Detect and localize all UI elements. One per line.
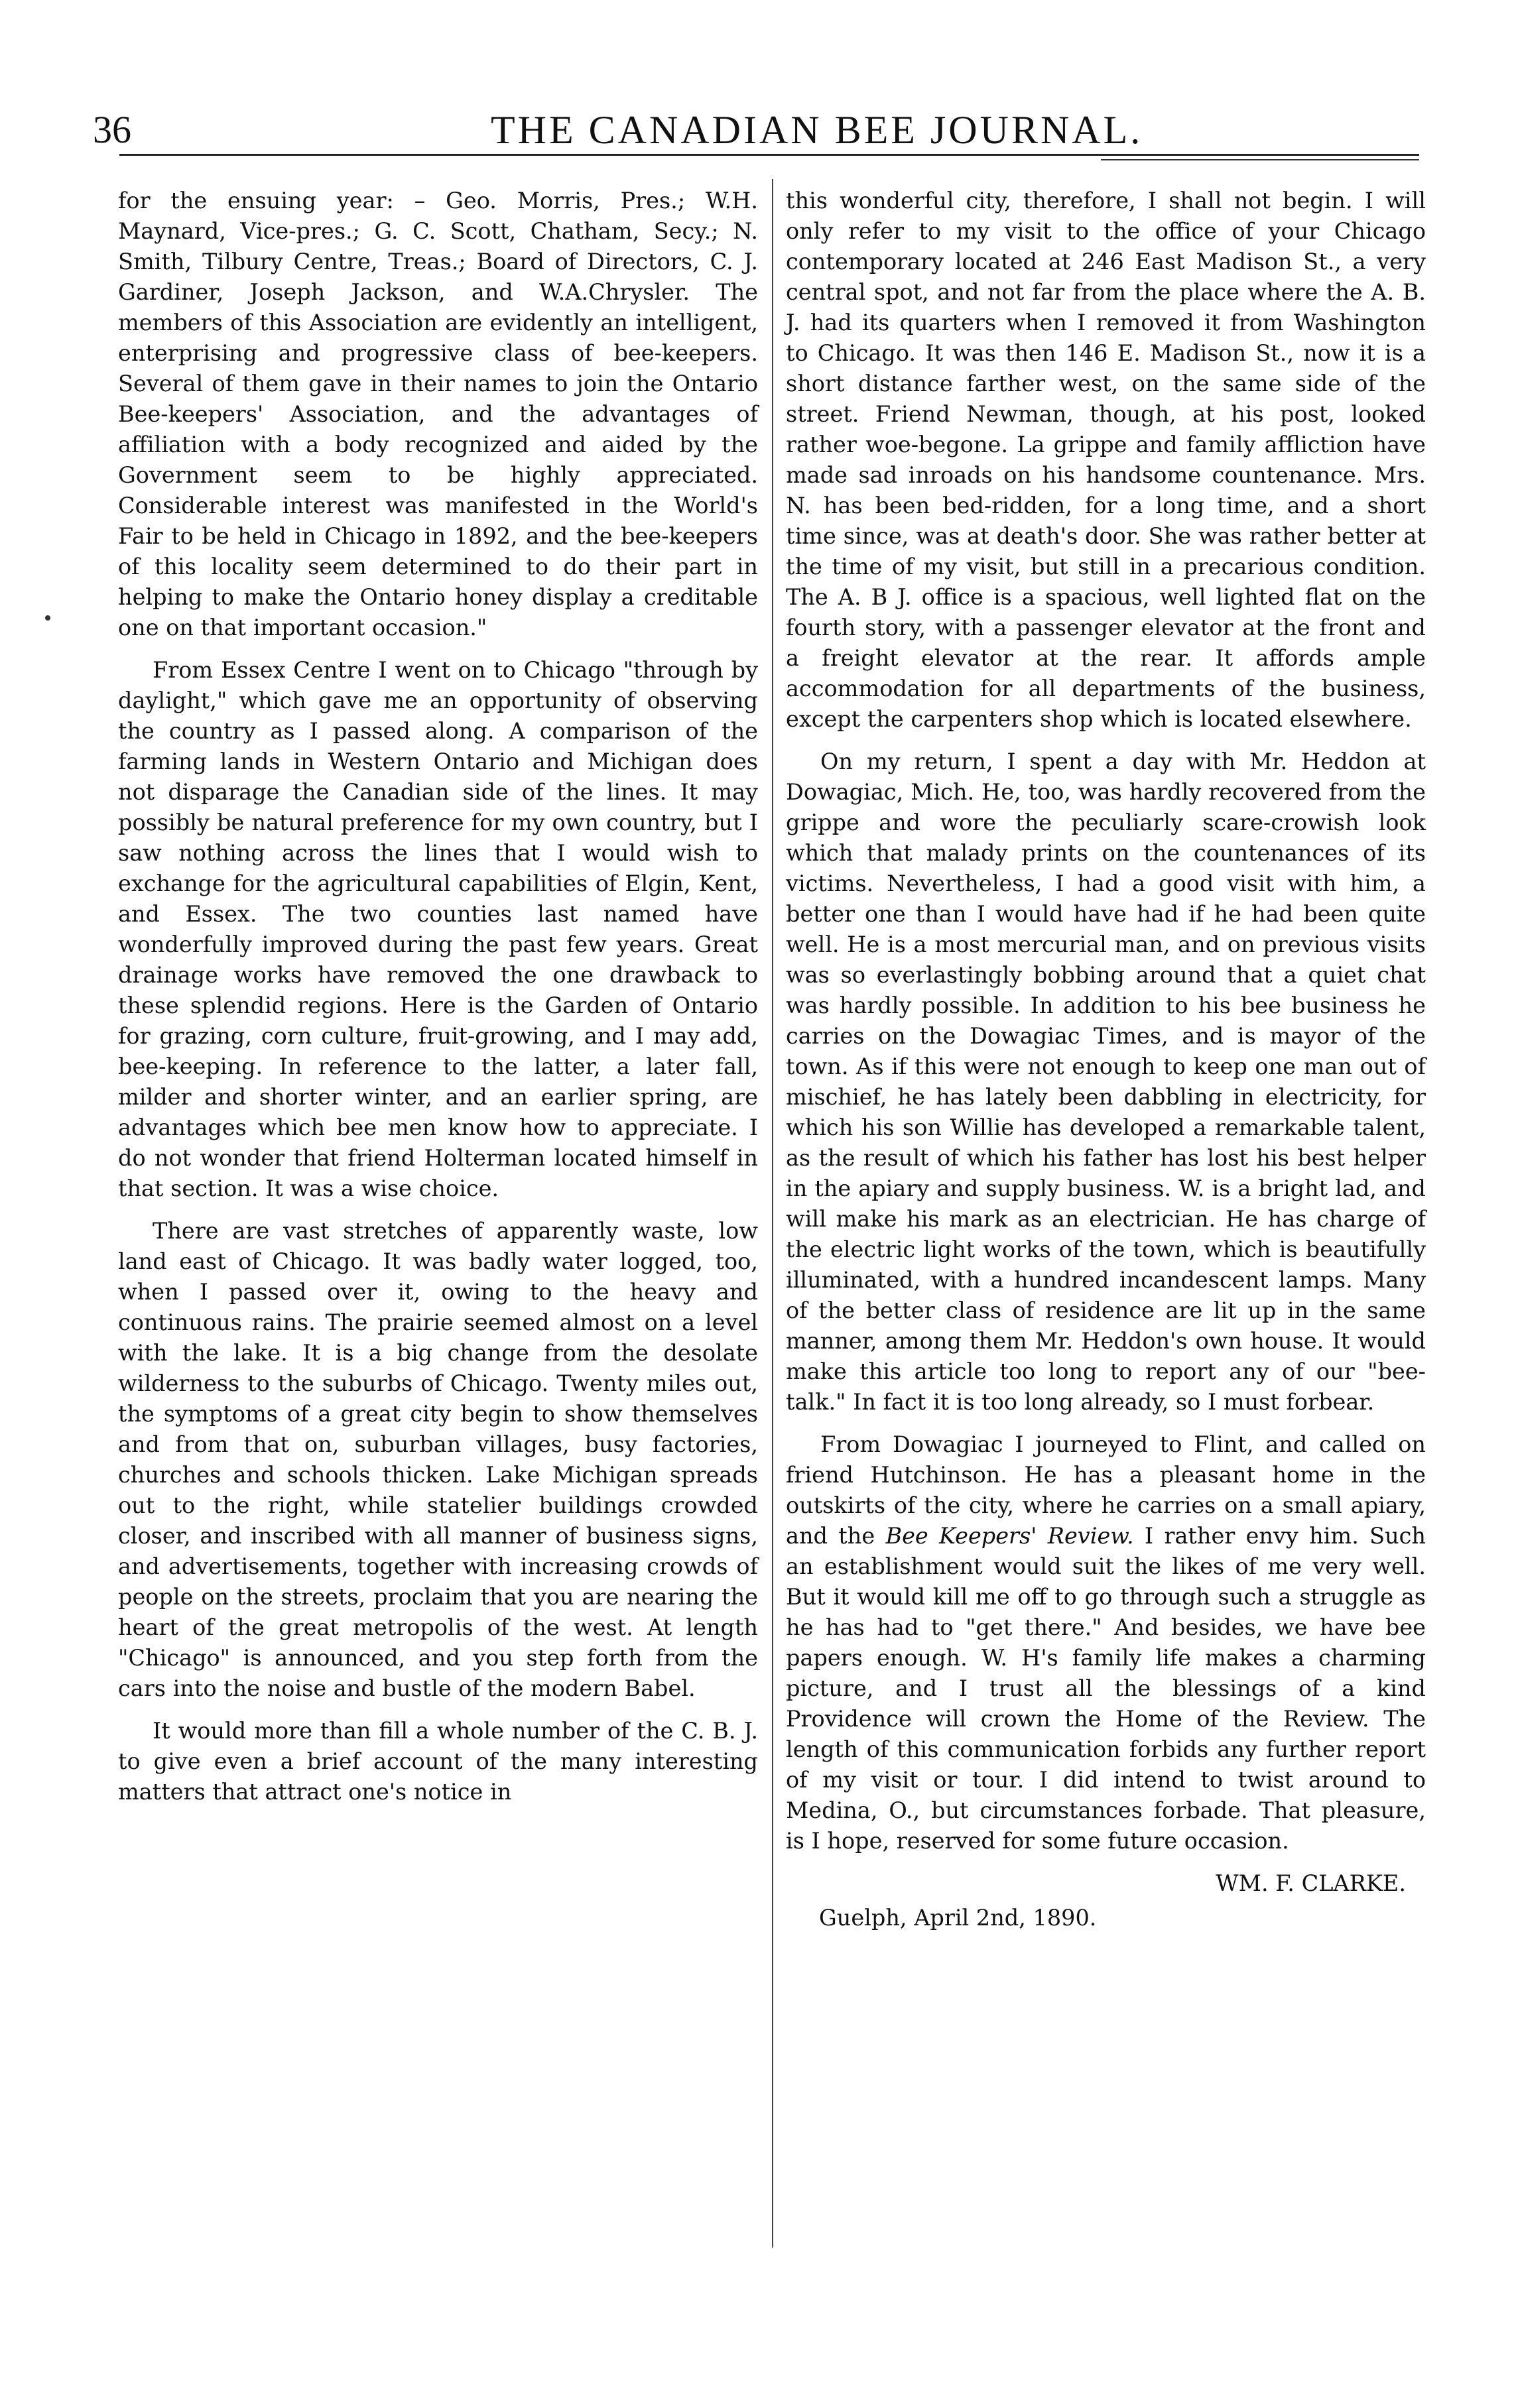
- left-paragraph-4: It would more than fill a whole number of the C. B. J. to give even a brief account of the many interesting matters that attract one's notice in: [118, 1718, 758, 1805]
- right-paragraph-3-cont: I rather envy him. Such an establishment would suit the likes of me very well. But it would kill me off to go through such a struggle as he has had to "get there." And besides, we have bee papers enough. W. H's family life makes a charming picture, and I trust all the blessings of a kind Providence will crown the Home of the Review. The length of this communication forbids any further report of my visit or tour. I did intend to twist around to Medina, O., but circumstances forbade. That pleasure, is I hope, reserved for some future occasion.: [786, 1523, 1426, 1854]
- review-title: Bee Keepers' Review.: [885, 1523, 1134, 1549]
- right-column: [786, 186, 1426, 1933]
- right-paragraph-2: On my return, I spent a day with Mr. Heddon at Dowagiac, Mich. He, too, was hardly recovered from the grippe and wore the peculiarly scare-crowish look which that malady prints on the countenances of its victims. Nevertheless, I had a good visit with him, a better one than I would have had if he had been quite well. He is a most mercurial man, and on previous visits was so everlastingly bobbing around that a quiet chat was hardly possible. In addition to his bee business he carries on the Dowagiac Times, and is mayor of the town. As if this were not enough to keep one man out of mischief, he has lately been dabbling in electricity, for which his son Willie has developed a remarkable talent, as the result of which his father has lost his best helper in the apiary and supply business. W. is a bright lad, and will make his mark as an electrician. He has charge of the electric light works of the town, which is beautifully illuminated, with a hundred incandescent lamps. Many of the better class of residence are lit up in the same manner, among them Mr. Heddon's own house. It would make this article too long to report any of our "bee-talk." In fact it is too long already, so I must forbear.: [786, 749, 1426, 1415]
- journal-title: THE CANADIAN BEE JOURNAL.: [491, 108, 1143, 152]
- header-rule: [119, 154, 1419, 156]
- column-divider: [772, 179, 773, 2248]
- left-paragraph-2: From Essex Centre I went on to Chicago "through by daylight," which gave me an opportunity of observing the country as I passed along. A comparison of the farming lands in Western Ontario and Michigan does not disparage the Canadian side of the lines. It may possibly be natural preference for my own country, but I saw nothing across the lines that I would wish to exchange for the agricultural capabilities of Elgin, Kent, and Essex. The two counties last named have wonderfully improved during the past few years. Great drainage works have removed the one drawback to these splendid regions. Here is the Garden of Ontario for grazing, corn culture, fruit-growing, and I may add, bee-keeping. In reference to the latter, a later fall, milder and shorter winter, and an earlier spring, are advantages which bee men know how to appreciate. I do not wonder that friend Holterman located himself in that section. It was a wise choice.: [118, 657, 758, 1201]
- author-signature: WM. F. CLARKE.: [1216, 1870, 1406, 1896]
- left-paragraph-3: There are vast stretches of apparently waste, low land east of Chicago. It was badly water logged, too, when I passed over it, owing to the heavy and continuous rains. The prairie seemed almost on a level with the lake. It is a big change from the desolate wilderness to the suburbs of Chicago. Twenty miles out, the symptoms of a great city begin to show themselves and from that on, suburban villages, busy factories, churches and schools thicken. Lake Michigan spreads out to the right, while statelier buildings crowded closer, and inscribed with all manner of business signs, and advertisements, together with increasing crowds of people on the streets, proclaim that you are nearing the heart of the great metropolis of the west. At length "Chicago" is announced, and you step forth from the cars into the noise and bustle of the modern Babel.: [118, 1218, 758, 1701]
- dateline: Guelph, April 2nd, 1890.: [819, 1905, 1097, 1931]
- left-paragraph-1: for the ensuing year: – Geo. Morris, Pres.; W.H. Maynard, Vice-pres.; G. C. Scott, Chatham, Secy.; N. Smith, Tilbury Centre, Treas.; Board of Directors, C. J. Gardiner, Joseph Jackson, and W.A.Chrysler. The members of this Association are evidently an intelligent, enterprising and progressive class of bee-keepers. Several of them gave in their names to join the Ontario Bee-keepers' Association, and the advantages of affiliation with a body recognized and aided by the Government seem to be highly appreciated. Considerable interest was manifested in the World's Fair to be held in Chicago in 1892, and the bee-keepers of this locality seem determined to do their part in helping to make the Ontario honey display a creditable one on that important occasion.": [118, 188, 758, 640]
- left-column: [118, 186, 758, 1819]
- page-header: [86, 106, 1426, 159]
- right-paragraph-3-text: From Dowagiac I journeyed to Flint, and called on friend Hutchinson. He has a pleasant home in the outskirts of the city, where he carries on a small apiary, and the: [786, 1431, 1426, 1549]
- right-paragraph-3: [786, 1429, 1426, 1856]
- page-number: 36: [93, 108, 131, 151]
- header-rule-secondary: [1101, 159, 1419, 160]
- right-paragraph-1: this wonderful city, therefore, I shall not begin. I will only refer to my visit to the office of your Chicago contemporary located at 246 East Madison St., a very central spot, and not far from the place where the A. B. J. had its quarters when I removed it from Washington to Chicago. It was then 146 E. Madison St., now it is a short distance farther west, on the same side of the street. Friend Newman, though, at his post, looked rather woe-begone. La grippe and family affliction have made sad inroads on his handsome countenance. Mrs. N. has been bed-ridden, for a long time, and a short time since, was at death's door. She was rather better at the time of my visit, but still in a precarious condition. The A. B J. office is a spacious, well lighted flat on the fourth story, with a passenger elevator at the front and a freight elevator at the rear. It affords ample accommodation for all departments of the business, except the carpenters shop which is located elsewhere.: [786, 188, 1426, 732]
- margin-mark: [45, 615, 50, 621]
